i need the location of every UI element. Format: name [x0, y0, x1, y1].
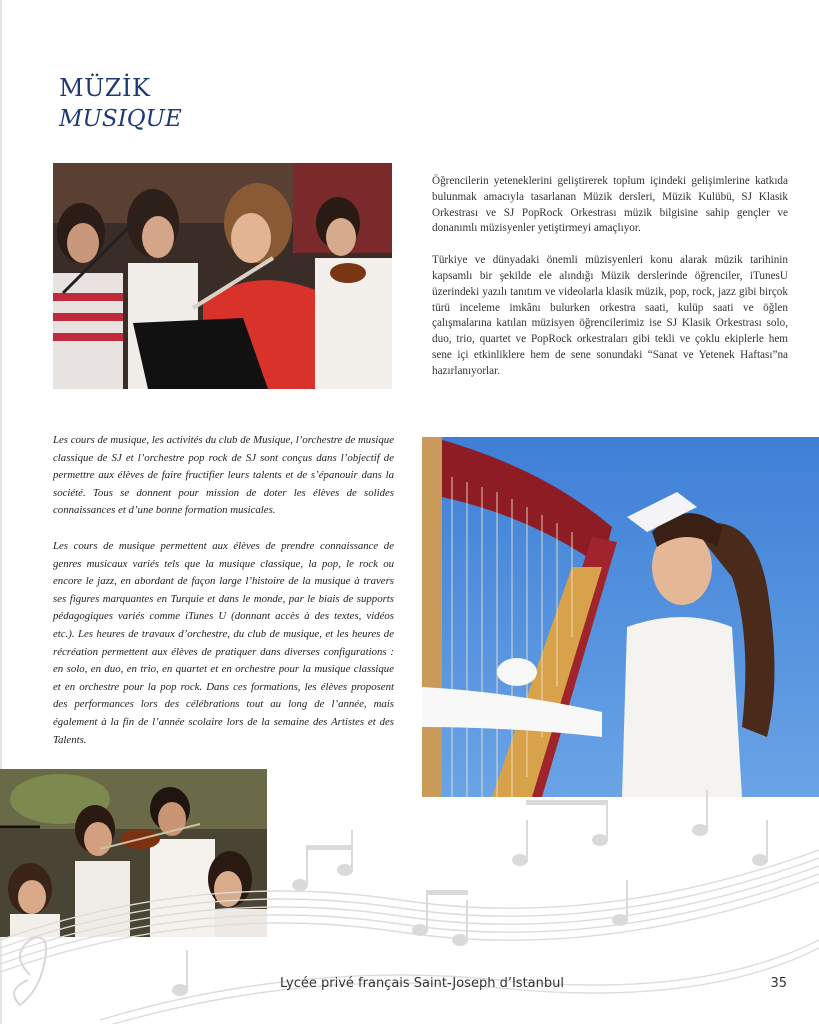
orchestra-photo: [53, 163, 392, 389]
turkish-body: [432, 174, 788, 396]
french-paragraph-2: Les cours de musique permettent aux élèves de prendre connaissance de genres musicaux variés tels que la musique classique, la pop, le rock ou encore le jazz, en abordant de façon large l’histoire de la musique à travers ses figures marquantes en Turquie et dans le monde, par le biais de supports pédagogiques variés comme iTunes U (donnant accès à des textes, vidéos etc.). Les heures de travaux d’orchestre, du club de musique, et les heures de récréation permettent aux élèves de pratiquer dans diverses configurations : en solo, en duo, en trio, en quartet et en orchestre pour la musique classique et en orchestre pour la pop rock. Dans ces formations, les élèves proposent des performances lors des célébrations tout au long de l’année, mais également à la fin de l’année scolaire lors de la semaine des Artistes et des Talents.: [53, 539, 394, 746]
turkish-paragraph-1: Öğrencilerin yeteneklerini geliştirerek toplum içindeki gelişimlerine katkıda bulunmak amacıyla tasarlanan Müzik dersleri, Müzik Kulübü, SJ Klasik Orkestrası ve SJ PopRock Orkestrası müzik bilgisine sahip gençler ve donanımlı müzisyenler yetiştirmeyi amaçlıyor.: [432, 175, 788, 235]
french-body: [53, 432, 394, 767]
turkish-paragraph-2: Türkiye ve dünyadaki önemli müzisyenleri konu alarak müzik tarihinin kapsamlı bir şekilde ele alındığı Müzik derslerinde öğrenciler, iTunesU üzerindeki yazılı tanıtım ve videolarla klasik müzik, pop, rock, jazz gibi birçok türü inceleme imkânı bulurken orkestra saati, kulüp saati ve öğlen çalışmalarına katılan müzisyen öğrencilerimiz ise SJ Klasik Orkestrası solo, duo, trio, quartet ve PopRock orkestraları gibi tekli ve çoklu ekiplerle hem sene içi etkinliklere hem de sene sonundaki “Sanat ve Yetenek Haftası”na hazırlanıyorlar.: [432, 254, 788, 377]
title-turkish: MÜZİK: [59, 74, 151, 102]
title-french: MUSIQUE: [59, 106, 182, 132]
harpist-photo: [422, 437, 819, 797]
page-number: 35: [770, 976, 787, 991]
french-paragraph-1: Les cours de musique, les activités du club de Musique, l’orchestre de musique classique de SJ et l’orchestre pop rock de SJ sont conçus dans l’objectif de permettre aux élèves de faire fructifier leurs talents et de s’épanouir dans la société. Tous se donnent pour mission de doter les élèves de solides connaissances et d’une bonne formation musicales.: [53, 434, 394, 517]
footer-school-name: Lycée privé français Saint-Joseph d’Istanbul: [280, 976, 564, 991]
